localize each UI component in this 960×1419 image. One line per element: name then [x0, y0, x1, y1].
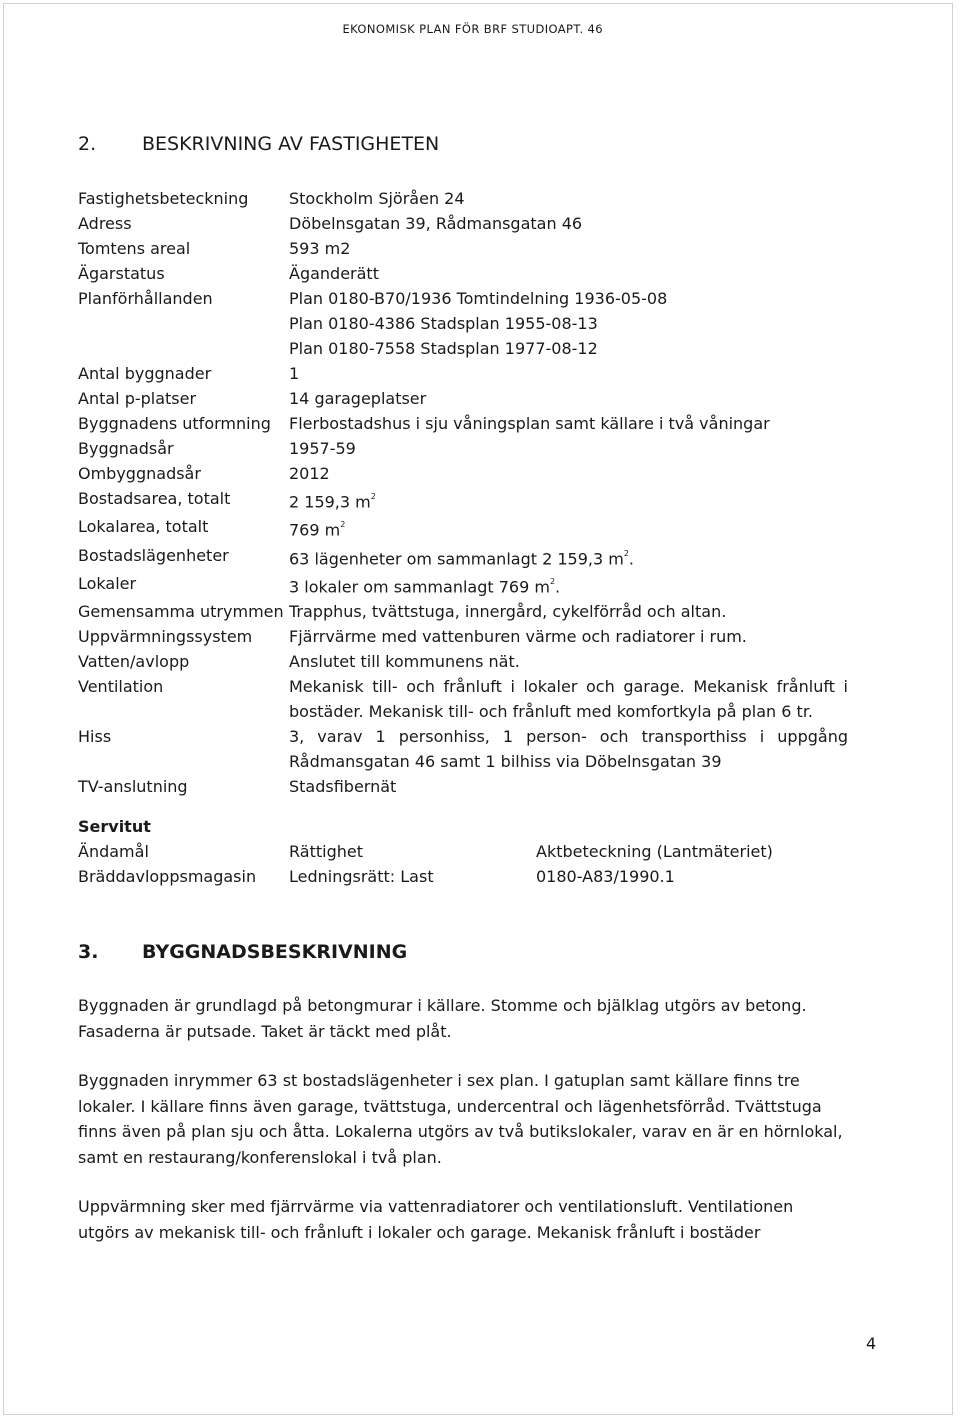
fact-row: [78, 624, 848, 649]
fact-row: [78, 361, 848, 386]
fact-value-text: Anslutet till kommunens nät.: [289, 652, 520, 672]
fact-label: Adress: [78, 214, 132, 233]
fact-label: Tomtens areal: [78, 239, 191, 258]
fact-value: [289, 386, 848, 411]
fact-label: [78, 336, 289, 361]
fact-value: [289, 774, 848, 799]
fact-value: [289, 649, 848, 674]
fact-value: [289, 411, 848, 436]
fact-label: Ägarstatus: [78, 264, 165, 283]
fact-value-text: 769 m: [289, 520, 341, 540]
fact-label: Hiss: [78, 727, 112, 747]
servitut-cell: Ledningsrätt: Last: [289, 867, 434, 886]
fact-row: [78, 286, 848, 311]
fact-value: [289, 571, 848, 599]
fact-value-text: 14 garageplatser: [289, 389, 427, 408]
fact-label: Vatten/avlopp: [78, 652, 190, 672]
fact-value-text: 3 lokaler om sammanlagt 769 m: [289, 577, 550, 597]
fact-value-text: Flerbostadshus i sju våningsplan samt källare i två våningar: [289, 414, 770, 433]
fact-value-text: Plan 0180-B70/1936 Tomtindelning 1936-05-08: [289, 289, 668, 308]
fact-value: [289, 211, 848, 236]
fact-label: Byggnadens utformning: [78, 414, 271, 433]
section-3-heading: [78, 941, 407, 963]
fact-label: Gemensamma utrymmen: [78, 602, 284, 622]
property-facts-list: [78, 186, 848, 799]
servitut-header-cell: Aktbeteckning (Lantmäteriet): [536, 842, 773, 861]
fact-row: [78, 436, 848, 461]
fact-row: [78, 571, 848, 599]
fact-value-text: 593 m2: [289, 239, 351, 258]
fact-value-text: Plan 0180-7558 Stadsplan 1977-08-12: [289, 339, 598, 358]
fact-row: [78, 411, 848, 436]
superscript: 2: [370, 492, 376, 501]
fact-row: [78, 543, 848, 571]
superscript: 2: [623, 548, 629, 558]
fact-value-text: 2 159,3 m: [289, 492, 371, 512]
fact-row: [78, 599, 848, 624]
fact-value-text: Trapphus, tvättstuga, innergård, cykelförråd och altan.: [289, 602, 727, 622]
fact-label: Planförhållanden: [78, 289, 213, 308]
fact-label: Fastighetsbeteckning: [78, 189, 249, 208]
section-title: BESKRIVNING AV FASTIGHETEN: [142, 133, 440, 155]
fact-row: [78, 211, 848, 236]
servitut-cell: 0180-A83/1990.1: [536, 867, 675, 886]
section-number: 2.: [78, 133, 97, 155]
fact-value: [289, 311, 848, 336]
fact-value: [289, 624, 848, 649]
fact-value: [289, 486, 848, 514]
fact-value-text: 1957-59: [289, 439, 356, 458]
fact-row: [78, 649, 848, 674]
page-number: 4: [866, 1334, 877, 1353]
servitut-data-row: [78, 864, 848, 889]
fact-value-text: 3, varav 1 personhiss, 1 person- och transporthiss i uppgång Rådmansgatan 46 samt 1 bilhiss via Döbelnsgatan 39: [289, 727, 848, 772]
fact-value: [289, 186, 848, 211]
fact-value: [289, 336, 848, 361]
fact-value: [289, 261, 848, 286]
fact-row: [78, 236, 848, 261]
superscript: 2: [549, 576, 556, 586]
fact-label: Bostadsarea, totalt: [78, 489, 231, 508]
fact-row: [78, 461, 848, 486]
fact-row: [78, 186, 848, 211]
fact-label: TV-anslutning: [78, 777, 188, 797]
servitut-cell: Bräddavloppsmagasin: [78, 867, 257, 886]
fact-value: [289, 236, 848, 261]
fact-value-text: Plan 0180-4386 Stadsplan 1955-08-13: [289, 314, 598, 333]
fact-value: [289, 286, 848, 311]
fact-value-text: Fjärrvärme med vattenburen värme och radiatorer i rum.: [289, 627, 747, 647]
fact-label: Ventilation: [78, 677, 164, 697]
fact-row: [78, 261, 848, 286]
fact-value-text: Stadsfibernät: [289, 777, 397, 797]
servitut-header-cell: Ändamål: [78, 842, 149, 861]
fact-value: [289, 514, 848, 542]
fact-label: Uppvärmningssystem: [78, 627, 253, 647]
fact-value-text: Döbelnsgatan 39, Rådmansgatan 46: [289, 214, 583, 233]
fact-value: [289, 674, 848, 724]
fact-value-text: 1: [289, 364, 300, 383]
fact-value: [289, 461, 848, 486]
fact-label: Bostadslägenheter: [78, 545, 229, 565]
fact-value-text: Stockholm Sjöråen 24: [289, 189, 465, 208]
fact-label: Antal p-platser: [78, 389, 197, 408]
servitut-block: [78, 814, 848, 889]
fact-row: [78, 514, 848, 542]
fact-value-text: 2012: [289, 464, 330, 483]
fact-value-text: Äganderätt: [289, 264, 379, 283]
paragraph: Byggnaden inrymmer 63 st bostadslägenheter i sex plan. I gatuplan samt källare finns tre lokaler. I källare finns även garage, tvättstuga, undercentral och lägenhetsförråd. Tvättstuga finns även på plan sju och åtta. Lokalerna utgörs av två butikslokaler, varav en är en hörnlokal, samt en restaurang/konferenslokal i två plan.: [78, 1071, 843, 1167]
superscript: 2: [340, 520, 346, 530]
servitut-header-cell: Rättighet: [289, 842, 363, 861]
fact-row: [78, 336, 848, 361]
fact-label: Ombyggnadsår: [78, 464, 201, 483]
fact-row: [78, 724, 848, 774]
running-header: EKONOMISK PLAN FÖR BRF STUDIOAPT. 46: [342, 22, 603, 36]
fact-row: [78, 774, 848, 799]
fact-row: [78, 386, 848, 411]
fact-row: [78, 674, 848, 724]
section-title: BYGGNADSBESKRIVNING: [142, 941, 408, 963]
paragraph: Byggnaden är grundlagd på betongmurar i källare. Stomme och bjälklag utgörs av betong. Fasaderna är putsade. Taket är täckt med plåt.: [78, 996, 807, 1041]
fact-row: [78, 311, 848, 336]
fact-value: [289, 599, 848, 624]
fact-label: Byggnadsår: [78, 439, 174, 458]
fact-value-text: Mekanisk till- och frånluft i lokaler och garage. Mekanisk frånluft i bostäder. Mekanisk till- och frånluft med komfortkyla på plan 6 tr.: [289, 677, 848, 722]
fact-value-text: 63 lägenheter om sammanlagt 2 159,3 m: [289, 548, 624, 568]
fact-label: Lokaler: [78, 573, 137, 593]
paragraph: Uppvärmning sker med fjärrvärme via vattenradiatorer och ventilationsluft. Ventilationen utgörs av mekanisk till- och frånluft i lokaler och garage. Mekanisk frånluft i bostäder: [78, 1197, 794, 1242]
section-2-heading: [78, 133, 439, 155]
section-number: 3.: [78, 941, 99, 963]
fact-value: [289, 724, 848, 774]
trailing-punctuation: .: [628, 548, 635, 568]
fact-value: [289, 436, 848, 461]
fact-value: [289, 361, 848, 386]
fact-label: [78, 311, 289, 336]
servitut-title: Servitut: [78, 817, 151, 836]
fact-label: Antal byggnader: [78, 364, 212, 383]
fact-value: [289, 543, 848, 571]
servitut-header-row: [78, 839, 848, 864]
trailing-punctuation: .: [555, 577, 561, 597]
fact-label: Lokalarea, totalt: [78, 517, 209, 537]
fact-row: [78, 486, 848, 514]
